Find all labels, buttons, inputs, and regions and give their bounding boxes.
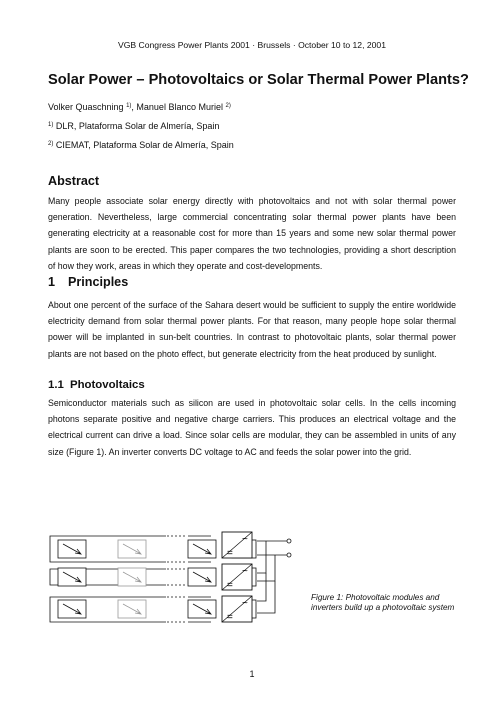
author-2: Manuel Blanco Muriel	[136, 102, 223, 112]
section-1-1-text: Semiconductor materials such as silicon are used in photovoltaic solar cells. In the cells incoming photons separate positive and negative charge carriers. This produces an electrical voltage and the electrical current can drive a load. Since solar cells are modular, they can be assembled in units of any size (Figure 1). An inverter converts DC voltage to AC and feeds the solar power into the grid.	[48, 398, 456, 457]
abstract-text: Many people associate solar energy directly with photovoltaics and not with solar thermal power generation. Nevertheless, large commercial concentrating solar thermal power plants have been generating electricity at a reasonable cost for more than 15 years and some new solar thermal power plants are soon to be erected. This paper compares the two technologies, providing a short description of how they work, areas in which they operate and cost-developments.	[48, 196, 456, 271]
inverter-3	[222, 596, 252, 623]
section-1-1-number: 1.1	[48, 379, 64, 391]
affiliation-1-mark: 1)	[48, 122, 54, 128]
section-1-text: About one percent of the surface of the Sahara desert would be sufficient to supply the entire worldwide electricity demand from solar thermal power plants. For that reason, many people hope solar thermal power will be implanted in sun-belt countries. In contrast to photovoltaic plants, solar thermal power plants are not based on the photo effect, but generate electricity from the heat produced by sunlight.	[48, 300, 456, 359]
affiliation-1	[48, 121, 219, 131]
abstract-heading: Abstract	[48, 174, 100, 188]
inverter-3-dc-symbol: =	[227, 612, 233, 623]
inverter-1-dc-symbol: =	[227, 548, 233, 559]
section-1-1-heading	[48, 379, 145, 391]
author-separator: ,	[131, 102, 137, 112]
figure-1-caption: Figure 1: Photovoltaic modules and inverters build up a photovoltaic system	[311, 593, 455, 612]
section-1-heading	[48, 275, 128, 289]
grid-terminals	[287, 539, 291, 557]
author-1-affiliation-mark: 1)	[126, 103, 132, 109]
affiliation-2-mark: 2)	[48, 141, 54, 147]
author-1: Volker Quaschning	[48, 102, 124, 112]
affiliation-2-text: CIEMAT, Plataforma Solar de Almería, Spain	[55, 140, 234, 150]
paper-title: Solar Power – Photovoltaics or Solar Thermal Power Plants?	[48, 72, 469, 88]
author-line	[48, 102, 231, 112]
section-1-number: 1	[48, 275, 56, 289]
affiliation-2	[48, 140, 234, 150]
page-number: 1	[249, 669, 255, 679]
section-1-title: Principles	[68, 275, 129, 289]
affiliation-1-text: DLR, Plataforma Solar de Almería, Spain	[55, 121, 220, 131]
inverter-2	[222, 564, 252, 591]
page-header: VGB Congress Power Plants 2001 · Brussels · October 10 to 12, 2001	[118, 40, 386, 50]
inverter-3-ac-symbol: ~	[242, 598, 248, 609]
section-1-1-title: Photovoltaics	[70, 379, 145, 391]
inverter-2-dc-symbol: =	[227, 580, 233, 591]
inverter-1	[222, 532, 252, 559]
inverter-1-ac-symbol: ~	[242, 534, 248, 545]
inverter-2-ac-symbol: ~	[242, 566, 248, 577]
pv-system-diagram	[46, 528, 294, 630]
author-2-affiliation-mark: 2)	[225, 103, 231, 109]
